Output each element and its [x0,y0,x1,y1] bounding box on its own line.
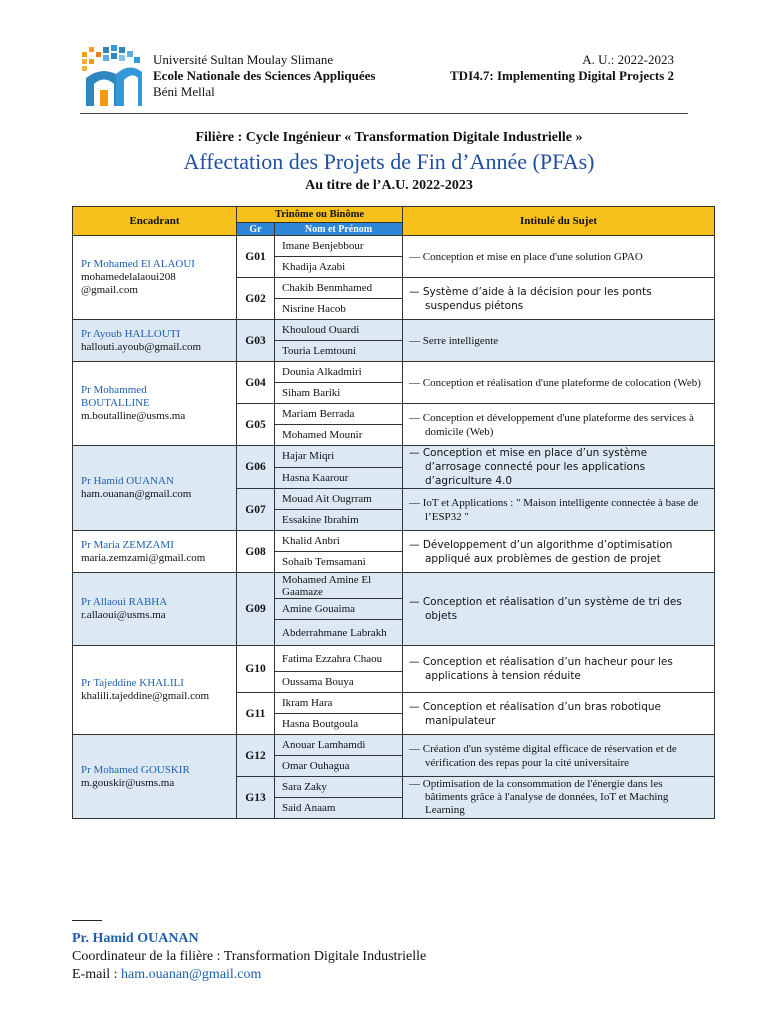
academic-year: A. U.: 2022-2023 [582,52,674,67]
course-block [450,52,674,84]
group-id: G03 [237,320,275,362]
projects-table [72,206,715,819]
subject-cell [403,320,715,362]
member-name: Essakine Ibrahim [275,510,403,531]
table-row [73,236,715,257]
member-name: Hasna Kaarour [275,467,403,489]
coordinator-email-line [72,966,426,984]
member-name: Khadija Azabi [275,257,403,278]
table-row [73,735,715,756]
subject-text: — Conception et développement d'une plateforme des services à domicile (Web) [409,411,694,438]
subject-text: — Serre intelligente [409,334,499,347]
member-name: Khouloud Ouardi [275,320,403,341]
table-row [73,320,715,341]
coordinator-role: Coordinateur de la filière : Transformation Digitale Industrielle [72,949,427,964]
supervisor-cell [73,362,237,446]
subject-text: — Conception et réalisation d’un système de tri des objets [409,596,682,622]
supervisor-name: Pr Mohammed [81,384,147,396]
subject-text: — IoT et Applications : " Maison intelligente connectée à base de l’ESP32 " [409,496,699,523]
supervisor-name: Pr Ayoub HALLOUTI [81,327,181,340]
member-name: Oussama Bouya [275,672,403,693]
institution-block [153,52,375,100]
supervisor-name-cont: BOUTALLINE [81,397,150,409]
group-id: G11 [237,693,275,735]
subject-cell [403,404,715,446]
subject-cell [403,573,715,646]
member-name: Hajar Miqri [275,446,403,468]
supervisor-name: Pr Mohamed El ALAOUI [81,258,195,270]
member-name: Fatima Ezzahra Chaou [275,646,403,672]
subject-text: — Conception et réalisation d’un bras robotique manipulateur [409,700,661,727]
subject-cell [403,735,715,777]
filiere-title: Filière : Cycle Ingénieur « Transformation Digitale Industrielle » [195,130,583,145]
document-header [0,0,768,115]
group-id: G06 [237,446,275,489]
subject-text: — Conception et mise en place d'une solution GPAO [409,250,643,263]
supervisor-cell [73,446,237,531]
table-row [73,362,715,383]
subject-text: — Création d'un système digital efficace de réservation et de vérification des repas pour la cité universitaire [409,742,677,769]
supervisor-email: m.gouskir@usms.ma [81,776,175,789]
school-name: Ecole Nationale des Sciences Appliquées [153,68,376,83]
member-name: Mohamed Mounir [275,425,403,446]
member-name: Hasna Boutgoula [275,714,403,735]
table-row [73,573,715,599]
member-name: Nisrine Hacob [275,299,403,320]
group-id: G08 [237,531,275,573]
page-subtitle: Au titre de l’A.U. 2022-2023 [305,178,473,193]
group-id: G02 [237,278,275,320]
col-trinome-header: Trinôme ou Binôme [237,207,403,223]
supervisor-email: khalili.tajeddine@gmail.com [81,690,210,702]
title-block [0,128,768,195]
footer-dash [72,920,102,921]
subject-text: — Conception et réalisation d’un hacheur pour les applications à tension réduite [409,656,673,682]
member-name: Mariam Berrada [275,404,403,425]
supervisor-name: Pr Allaoui RABHA [81,596,168,608]
table-row [73,446,715,468]
subject-text: — Optimisation de la consommation de l'énergie dans les bâtiments grâce à l'analyse de données, IoT et Maching Learning [409,778,669,816]
group-id: G13 [237,777,275,819]
member-name: Siham Bariki [275,383,403,404]
group-id: G05 [237,404,275,446]
subject-cell [403,777,715,819]
member-name: Dounia Alkadmiri [275,362,403,383]
subject-cell [403,236,715,278]
supervisor-email-cont: @gmail.com [81,284,138,296]
col-nom-header: Nom et Prénom [275,223,403,236]
member-name: Mohamed Amine El Gaamaze [275,573,403,599]
subject-text: — Conception et mise en place d’un système d’arrosage connecté pour les applications d’agriculture 4.0 [409,447,648,487]
supervisor-email: ham.ouanan@gmail.com [81,488,192,500]
header-divider [80,113,688,114]
supervisor-email: r.allaoui@usms.ma [81,609,166,621]
supervisor-email: mohamedelalaoui208 [81,271,176,283]
coordinator-email-link[interactable]: ham.ouanan@gmail.com [121,967,262,982]
member-name: Sara Zaky [275,777,403,798]
supervisor-name: Pr Mohamed GOUSKIR [81,763,190,776]
member-name: Touria Lemtouni [275,341,403,362]
subject-cell [403,531,715,573]
subject-text: — Développement d’un algorithme d’optimisation appliqué aux problèmes de gestion de projet [409,538,673,565]
member-name: Sohaib Temsamani [275,552,403,573]
subject-cell [403,693,715,735]
subject-text: — Système d’aide à la décision pour les ponts suspendus piétons [409,285,652,312]
supervisor-cell [73,573,237,646]
subject-text: — Conception et réalisation d'une plateforme de colocation (Web) [409,376,701,389]
subject-cell [403,362,715,404]
supervisor-cell [73,531,237,573]
supervisor-name: Pr Tajeddine KHALILI [81,677,184,689]
supervisor-name: Pr Hamid OUANAN [81,475,174,487]
supervisor-cell [73,236,237,320]
group-id: G10 [237,646,275,693]
table-row [73,531,715,552]
member-name: Chakib Benmhamed [275,278,403,299]
subject-cell [403,278,715,320]
supervisor-email: m.boutalline@usms.ma [81,410,186,422]
table-row [73,646,715,672]
supervisor-name: Pr Maria ZEMZAMI [81,538,174,551]
supervisor-cell [73,646,237,735]
supervisor-email: maria.zemzami@gmail.com [81,551,206,564]
group-id: G04 [237,362,275,404]
col-encadrant-header: Encadrant [73,207,237,236]
subject-cell [403,489,715,531]
col-sujet-header: Intitulé du Sujet [403,207,715,236]
group-id: G09 [237,573,275,646]
group-id: G12 [237,735,275,777]
member-name: Mouad Ait Ougrram [275,489,403,510]
group-id: G07 [237,489,275,531]
member-name: Amine Gouaima [275,599,403,620]
supervisor-email: hallouti.ayoub@gmail.com [81,340,202,353]
member-name: Omar Ouhagua [275,756,403,777]
city-name: Béni Mellal [153,84,215,99]
member-name: Ikram Hara [275,693,403,714]
email-label: E-mail : [72,967,121,982]
footer-signature [72,912,426,984]
supervisor-cell [73,735,237,819]
supervisor-cell [73,320,237,362]
member-name: Abderrahmane Labrakh [275,620,403,646]
university-name: Université Sultan Moulay Slimane [153,52,334,67]
member-name: Imane Benjebbour [275,236,403,257]
subject-cell [403,646,715,693]
page-title: Affectation des Projets de Fin d’Année (PFAs) [183,149,595,174]
member-name: Said Anaam [275,798,403,819]
member-name: Anouar Lamhamdi [275,735,403,756]
course-name: TDI4.7: Implementing Digital Projects 2 [450,68,674,83]
university-logo [80,44,146,108]
group-id: G01 [237,236,275,278]
col-gr-header: Gr [237,223,275,236]
subject-cell [403,446,715,489]
coordinator-name: Pr. Hamid OUANAN [72,931,199,946]
member-name: Khalid Anbri [275,531,403,552]
